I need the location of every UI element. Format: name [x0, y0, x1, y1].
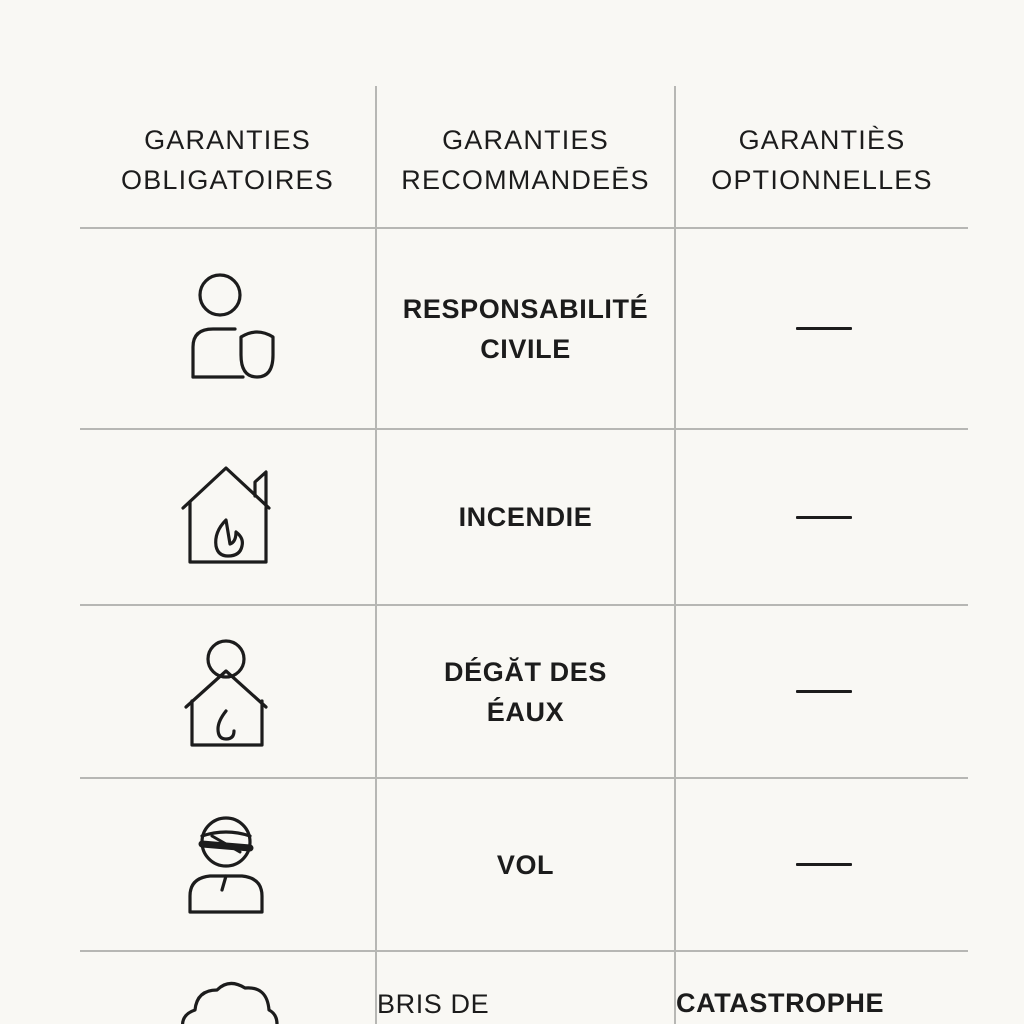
header-mandatory: [80, 100, 375, 220]
header-optional: [676, 100, 968, 220]
row-icon-cell: [80, 952, 375, 1024]
row-label-line: BRIS DE: [377, 989, 490, 1019]
masked-thief-icon: [178, 810, 278, 920]
header-line: OBLIGATOIRES: [121, 165, 334, 195]
row-icon-cell: [80, 606, 375, 777]
person-shield-icon: [173, 269, 283, 389]
row-label-line: RESPONSABILITÉ: [402, 293, 649, 324]
row-label-cell: [377, 779, 674, 950]
house-fire-icon: [178, 462, 278, 572]
house-water-drop-icon: [178, 637, 278, 747]
dash-mark: [796, 863, 852, 866]
row-optional-cell: [676, 229, 972, 428]
row-optional-cell: [676, 779, 972, 950]
dash-mark: [796, 327, 852, 330]
row-optional-text: CATASTROPHE: [676, 988, 885, 1018]
row-label-cell: [377, 229, 674, 428]
row-icon-cell: [80, 779, 375, 950]
row-optional-cell: [676, 430, 972, 604]
row-label-cell: [377, 952, 674, 1024]
header-recommended: [377, 100, 674, 220]
row-label-cell: [377, 606, 674, 777]
header-line: GARANTIES: [144, 125, 311, 155]
dash-mark: [796, 690, 852, 693]
header-line: RECOMMANDEĒS: [401, 165, 650, 195]
header-line: GARANTIÈS: [738, 125, 906, 155]
row-label-line: INCENDIE: [458, 502, 593, 532]
row-icon-cell: [80, 430, 375, 604]
header-line: GARANTIES: [442, 125, 609, 155]
row-label-line: CIVILE: [480, 333, 571, 364]
row-optional-cell: [676, 952, 972, 1024]
row-label-line: VOL: [496, 849, 555, 880]
row-icon-cell: [80, 229, 375, 428]
row-optional-cell: [676, 606, 972, 777]
row-label-line: DÉGĂT DES: [444, 656, 607, 687]
cloud-icon: [173, 976, 283, 1024]
row-label-line: ÉAUX: [486, 696, 565, 727]
header-line: OPTIONNELLES: [711, 165, 933, 195]
dash-mark: [796, 516, 852, 519]
row-label-cell: [377, 430, 674, 604]
